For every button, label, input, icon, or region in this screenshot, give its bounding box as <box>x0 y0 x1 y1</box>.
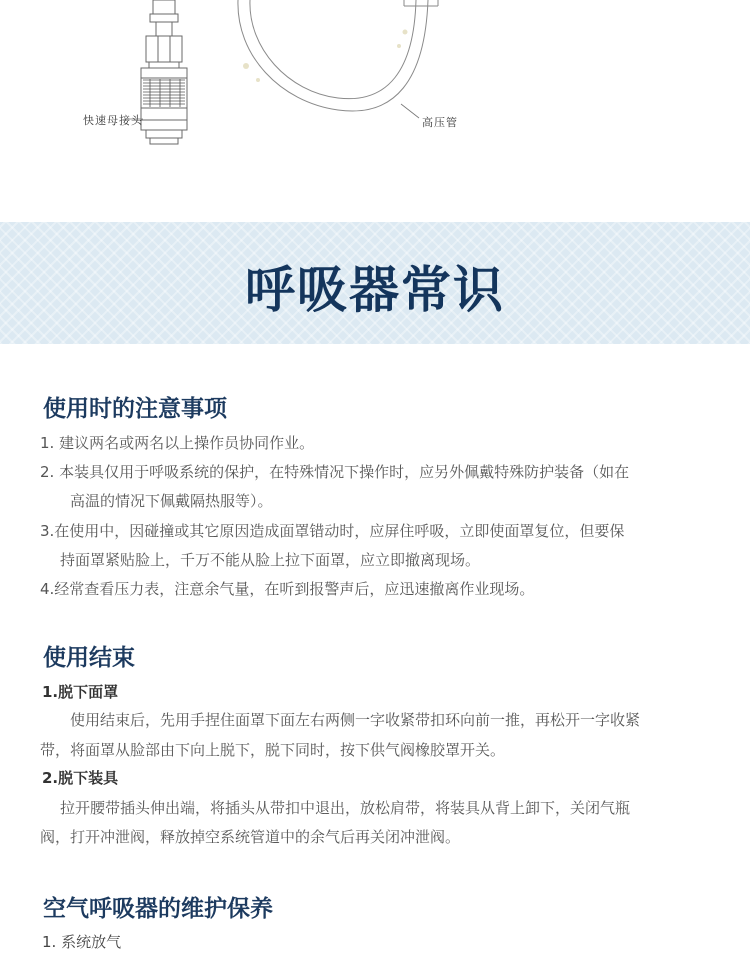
connector-label: 快速母接头 <box>83 114 143 127</box>
subsection-title-remove-gear: 2.脱下装具 <box>42 769 119 787</box>
usage-note-line: 3.在使用中，因碰撞或其它原因造成面罩错动时，应屏住呼吸，立即使面罩复位，但要保 <box>40 522 625 540</box>
paragraph-line: 拉开腰带插头伸出端，将插头从带扣中退出，放松肩带，将装具从背上卸下，关闭气瓶 <box>60 799 631 817</box>
diagram-drawing <box>0 0 750 222</box>
paragraph-line: 阀，打开冲泄阀，释放掉空系统管道中的余气后再关闭冲泄阀。 <box>40 828 461 846</box>
section-title-end-of-use: 使用结束 <box>43 645 135 671</box>
hose-label: 高压管 <box>422 116 458 129</box>
connector-hose-diagram <box>0 0 750 222</box>
section-title-maintenance: 空气呼吸器的维护保养 <box>43 896 273 922</box>
section-title-usage-notes: 使用时的注意事项 <box>43 396 227 422</box>
usage-note-line: 高温的情况下佩戴隔热服等）。 <box>70 492 273 510</box>
paragraph-line: 使用结束后，先用手捏住面罩下面左右两侧一字收紧带扣环向前一推，再松开一字收紧 <box>70 711 641 729</box>
subsection-title-system-venting: 1. 系统放气 <box>42 933 122 951</box>
usage-note-line: 1. 建议两名或两名以上操作员协同作业。 <box>40 434 315 452</box>
usage-note-line: 持面罩紧贴脸上，千万不能从脸上拉下面罩，应立即撤离现场。 <box>60 551 481 569</box>
usage-note-line: 4.经常查看压力表，注意余气量，在听到报警声后，应迅速撤离作业现场。 <box>40 580 535 598</box>
banner-title: 呼吸器常识 <box>245 260 505 319</box>
subsection-title-remove-mask: 1.脱下面罩 <box>42 683 119 701</box>
paragraph-line: 带，将面罩从脸部由下向上脱下，脱下同时，按下供气阀橡胶罩开关。 <box>40 741 506 759</box>
usage-note-line: 2. 本装具仅用于呼吸系统的保护，在特殊情况下操作时，应另外佩戴特殊防护装备（如在 <box>40 463 630 481</box>
section-banner <box>0 222 750 344</box>
